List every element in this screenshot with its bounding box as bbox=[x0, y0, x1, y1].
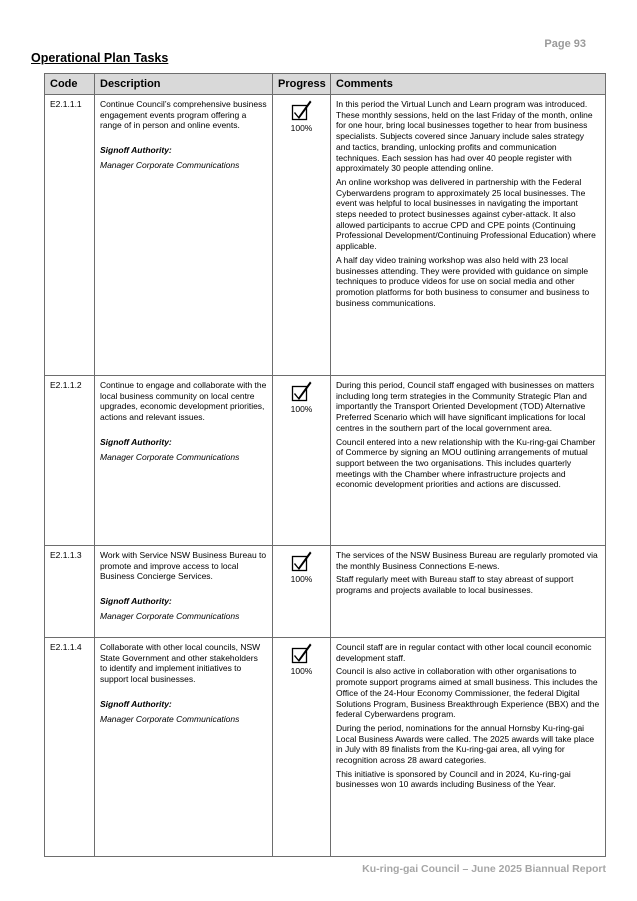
signoff-label: Signoff Authority: bbox=[100, 436, 172, 447]
comment-paragraph: The services of the NSW Business Bureau are regularly promoted via the monthly Business Connections E-news. bbox=[336, 550, 598, 571]
column-header-progress: Progress bbox=[273, 74, 331, 95]
signoff-name: Manager Corporate Communications bbox=[100, 713, 240, 724]
column-header-comments: Comments bbox=[331, 74, 606, 95]
task-description-cell bbox=[95, 638, 273, 857]
table-header-row bbox=[45, 74, 606, 95]
table-row bbox=[45, 546, 606, 638]
task-description-cell bbox=[95, 95, 273, 376]
progress-cell bbox=[273, 376, 331, 546]
comment-paragraph: During this period, Council staff engaged with businesses on matters including long term strategies in the Community Strategic Plan and importantly the Transport Oriented Development (TOD) Alternative Preferred Scenario which will have significant implications for local centres in the southern part of the local government area. bbox=[336, 380, 595, 433]
task-comments bbox=[331, 376, 606, 546]
signoff-label: Signoff Authority: bbox=[100, 698, 172, 709]
task-comments bbox=[331, 638, 606, 857]
task-description-cell bbox=[95, 376, 273, 546]
column-header-description: Description bbox=[95, 74, 273, 95]
checkbox-checked-icon bbox=[291, 550, 313, 572]
task-code: E2.1.1.2 bbox=[45, 376, 95, 546]
comment-paragraph: A half day video training workshop was also held with 23 local businesses attending. They were provided with guidance on simple techniques to produce videos for use on social media and other promotion platforms for both business to consumer and business to business communications. bbox=[336, 254, 590, 308]
signoff-label: Signoff Authority: bbox=[100, 145, 172, 156]
section-heading: Operational Plan Tasks bbox=[31, 51, 169, 65]
task-description: Continue to engage and collaborate with the local business community on local centre upgrades, economic development priorities, actions and relevant issues. bbox=[100, 380, 267, 423]
task-code: E2.1.1.3 bbox=[45, 546, 95, 638]
task-code: E2.1.1.4 bbox=[45, 638, 95, 857]
signoff-name: Manager Corporate Communications bbox=[100, 159, 240, 170]
task-comments bbox=[331, 546, 606, 638]
column-header-code: Code bbox=[45, 74, 95, 95]
table-row bbox=[45, 376, 606, 546]
comment-paragraph: An online workshop was delivered in partnership with the Federal Cyberwardens program to approximately 25 local businesses. The event was helpful to local businesses in navigating the important steps needed to protect businesses against cyber-attack. It also allowed participants to accrue CPD and CPE points (Continuing Professional Development/Continuing Professional Education) where applicable. bbox=[336, 176, 596, 252]
progress-percent: 100% bbox=[290, 574, 313, 584]
progress-percent: 100% bbox=[290, 666, 313, 676]
comment-paragraph: Council is also active in collaboration with other organisations to promote support programs aimed at small business. This includes the Office of the 24-Hour Economy Commissioner, the federal Digital Solutions Program, Business Breakthrough Experience (BBX) and the federal Cyberwardens program. bbox=[336, 666, 600, 720]
checkbox-checked-icon bbox=[291, 380, 313, 402]
progress-cell bbox=[273, 546, 331, 638]
comment-paragraph: Staff regularly meet with Bureau staff to stay abreast of support programs and projects available to local businesses. bbox=[336, 574, 574, 596]
task-comments bbox=[331, 95, 606, 376]
table-row bbox=[45, 95, 606, 376]
task-description: Continue Council’s comprehensive business engagement events program offering a range of in person and online events. bbox=[100, 99, 267, 131]
task-description: Collaborate with other local councils, NSW State Government and other stakeholders to identify and implement initiatives to support local businesses. bbox=[100, 642, 261, 685]
task-description-cell bbox=[95, 546, 273, 638]
page-number: Page 93 bbox=[544, 38, 586, 50]
comment-paragraph: This initiative is sponsored by Council and in 2024, Ku-ring-gai businesses won 10 awards including Business of the Year. bbox=[336, 768, 571, 790]
checkbox-checked-icon bbox=[291, 99, 313, 121]
progress-cell bbox=[273, 638, 331, 857]
comment-paragraph: Council entered into a new relationship with the Ku-ring-gai Chamber of Commerce by signing an MOU outlining arrangements of mutual support between the two organisations. This includes quarterly meetings with the Chamber where infrastructure projects and economic development priorities and actions are discussed. bbox=[336, 436, 596, 490]
report-footer: Ku-ring-gai Council – June 2025 Biannual Report bbox=[362, 863, 606, 875]
signoff-name: Manager Corporate Communications bbox=[100, 451, 240, 462]
task-code: E2.1.1.1 bbox=[45, 95, 95, 376]
progress-percent: 100% bbox=[290, 123, 313, 133]
comment-paragraph: During the period, nominations for the annual Hornsby Ku-ring-gai Local Business Awards were called. The 2025 awards will take place in July with 89 finalists from the Ku-ring-gai area, all vying for recognition across 28 award categories. bbox=[336, 722, 595, 766]
operational-plan-table bbox=[44, 73, 606, 857]
signoff-label: Signoff Authority: bbox=[100, 596, 172, 607]
progress-cell bbox=[273, 95, 331, 376]
comment-paragraph: In this period the Virtual Lunch and Learn program was introduced. These monthly sessions, held on the last Friday of the month, online for one hour, bring local businesses together to hear from business specialists. Subjects covered since January include sales strategy and tactics, branding, unlocking profits and communication techniques. Each session has had over 40 people register with approximately 30 people attending online. bbox=[336, 99, 593, 174]
progress-percent: 100% bbox=[290, 404, 313, 414]
table-row bbox=[45, 638, 606, 857]
task-description: Work with Service NSW Business Bureau to promote and improve access to local Business Concierge Services. bbox=[100, 550, 267, 582]
signoff-name: Manager Corporate Communications bbox=[100, 610, 240, 621]
checkbox-checked-icon bbox=[291, 642, 313, 664]
comment-paragraph: Council staff are in regular contact with other local council economic development staff. bbox=[336, 642, 592, 663]
